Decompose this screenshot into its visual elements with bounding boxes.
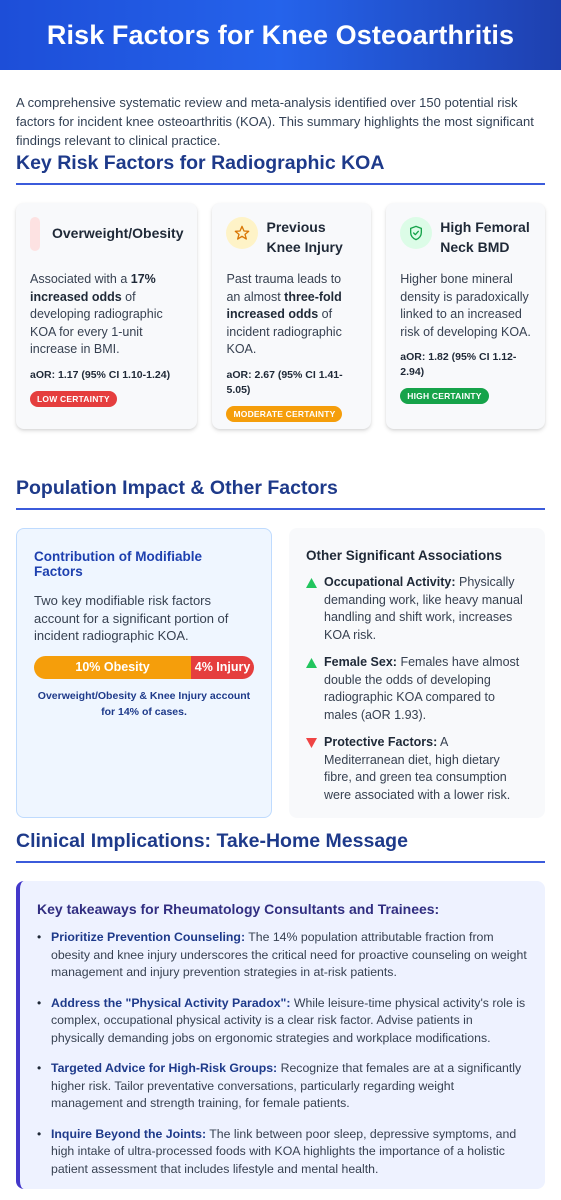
association-text: Females have almost double the odds of developing radiographic KOA compared to males (aOR 1.93). <box>324 655 520 722</box>
clinical-implications-section <box>0 830 561 1189</box>
shield-check-icon <box>400 217 432 249</box>
aor-value: aOR: 2.67 (95% CI 1.41-5.05) <box>226 368 343 396</box>
card-title: Overweight/Obesity <box>52 225 184 241</box>
triangle-up-icon <box>306 578 317 588</box>
intro-paragraph: A comprehensive systematic review and meta-analysis identified over 150 potential risk factors for incident knee osteoarthritis (KOA). This summary highlights the most significant findings relevant to clinical practice. <box>16 95 534 148</box>
takeaway-text: The link between poor sleep, depressive symptoms, and high intake of ultra-processed foods with KOA highlights the importance of a holistic patient assessment that includes lifestyle and mental health. <box>51 1126 517 1176</box>
card-body-text: Associated with a <box>30 272 131 286</box>
card-body-text: of developing radiographic KOA for every 1-unit increase in BMI. <box>30 289 163 356</box>
takeaway-text: The 14% population attributable fraction from obesity and knee injury underscores the critical need for proactive counseling on weight management and injury prevention strategies in at-risk patients. <box>51 930 527 979</box>
card-body <box>30 271 183 359</box>
takeaway-item <box>37 1060 527 1113</box>
card-body <box>226 271 357 359</box>
box-title: Contribution of Modifiable Factors <box>34 549 202 579</box>
association-text: Physically demanding work, like heavy manual handling and shift work, increases KOA risk. <box>324 575 523 642</box>
section-title: Population Impact & Other Factors <box>16 477 545 510</box>
box-title: Other Significant Associations <box>306 548 503 563</box>
contribution-bar <box>34 656 254 679</box>
aor-value: aOR: 1.17 (95% CI 1.10-1.24) <box>30 368 171 381</box>
card-body-text: Higher bone mineral density is paradoxically linked to an increased risk of developing KOA. <box>400 272 531 339</box>
takeaway-label: Prioritize Prevention Counseling: <box>51 930 246 944</box>
triangle-up-icon <box>306 658 317 668</box>
bullet-icon: • <box>37 1061 42 1075</box>
risk-card-obesity <box>16 203 197 429</box>
key-risk-section <box>0 152 561 447</box>
bullet-icon: • <box>37 930 42 944</box>
association-label: Protective Factors: <box>324 735 438 749</box>
aor-value: aOR: 1.82 (95% CI 1.12-2.94) <box>400 351 517 378</box>
takeaway-label: Address the "Physical Activity Paradox": <box>51 995 291 1010</box>
association-text: A Mediterranean diet, high dietary fibre, and green tea consumption were associated with a lower risk. <box>324 735 511 802</box>
risk-card-bmd <box>386 203 545 429</box>
card-body-text: Past trauma leads to an almost <box>226 272 342 304</box>
bar-caption: Overweight/Obesity & Knee Injury account for 14% of cases. <box>37 689 251 718</box>
box-text: Two key modifiable risk factors account for a significant portion of incident radiographic KOA. <box>34 593 229 643</box>
page-header <box>0 0 561 70</box>
takeaway-text: Recognize that females are at a significantly higher risk. Tailor preventative conversations, particularly regarding weight management and strength training, for female patients. <box>51 1061 522 1110</box>
card-body-text: of incident radiographic KOA. <box>226 307 342 356</box>
section-title: Clinical Implications: Take-Home Message <box>16 830 545 863</box>
takeaway-item <box>37 995 527 1048</box>
takeaway-item <box>37 1126 527 1179</box>
takeaway-box <box>16 881 545 1189</box>
bullet-icon: • <box>37 995 42 1010</box>
certainty-badge: LOW CERTAINTY <box>30 391 117 407</box>
association-item <box>306 574 529 644</box>
bar-icon <box>30 217 40 251</box>
card-body <box>400 271 531 341</box>
risk-cards <box>0 185 561 447</box>
risk-card-knee-injury <box>212 203 371 429</box>
population-impact-section <box>0 477 561 820</box>
certainty-badge: MODERATE CERTAINTY <box>226 406 342 422</box>
certainty-badge: HIGH CERTAINTY <box>400 388 488 404</box>
card-title: Previous Knee Injury <box>266 219 343 255</box>
card-title: High Femoral Neck BMD <box>440 219 530 255</box>
bar-segment-obesity: 10% Obesity <box>34 656 191 679</box>
card-body-emphasis: three-fold increased odds <box>226 289 342 321</box>
association-label: Occupational Activity: <box>324 575 456 589</box>
page-title: Risk Factors for Knee Osteoarthritis <box>46 19 515 50</box>
modifiable-factors-box <box>16 528 272 818</box>
takeaway-item <box>37 929 527 982</box>
other-associations-box <box>289 528 545 818</box>
bullet-icon: • <box>37 1126 42 1141</box>
takeaway-label: Inquire Beyond the Joints: <box>51 1126 207 1141</box>
association-item <box>306 734 529 804</box>
takeaway-text: While leisure-time physical activity's role is complex, occupational physical activity is a clear risk factor. Advise patients in physically demanding jobs on ergonomic strategies and workplace modifications. <box>51 995 526 1045</box>
bar-segment-injury: 4% Injury <box>191 656 254 679</box>
star-icon <box>226 217 258 249</box>
takeaway-title: Key takeaways for Rheumatology Consultants and Trainees: <box>37 901 440 917</box>
triangle-down-icon <box>306 738 317 748</box>
takeaway-label: Targeted Advice for High-Risk Groups: <box>51 1061 278 1075</box>
association-label: Female Sex: <box>324 655 397 669</box>
section-title: Key Risk Factors for Radiographic KOA <box>16 152 545 185</box>
card-body-emphasis: 17% increased odds <box>30 272 156 304</box>
association-item <box>306 654 529 724</box>
